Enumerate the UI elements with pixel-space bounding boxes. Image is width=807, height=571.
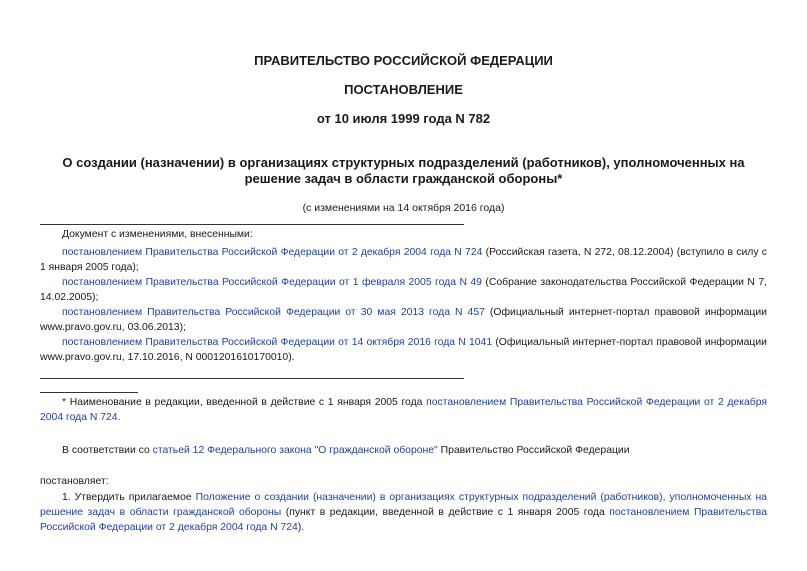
document-date-number: от 10 июля 1999 года N 782 xyxy=(316,111,491,126)
change-item-4 xyxy=(40,335,767,365)
change-link-3[interactable]: постановлением Правительства Российской Федерации от 30 мая 2013 года N 457 xyxy=(62,307,485,318)
change-link-4[interactable]: постановлением Правительства Российской Федерации от 14 октября 2016 года N 1041 xyxy=(62,337,493,348)
footnote-end: . xyxy=(117,412,121,423)
footnote-rule xyxy=(40,392,138,393)
federal-law-link[interactable]: статьей 12 Федерального закона "О гражданской обороне" xyxy=(152,445,438,456)
change-item-3 xyxy=(40,305,767,335)
clause-1-middle: (пункт в редакции, введенной в действие с 1 января 2005 года xyxy=(281,507,610,518)
change-item-1 xyxy=(40,245,767,275)
amendments-note: (с изменениями на 14 октября 2016 года) xyxy=(302,202,505,214)
preamble-prefix: В соответствии со xyxy=(62,445,153,456)
change-text-3: (Официальный интернет-портал правовой информации www.pravo.gov.ru, 03.06.2013); xyxy=(40,307,767,333)
document-type: ПОСТАНОВЛЕНИЕ xyxy=(344,82,463,97)
divider-bottom xyxy=(40,378,464,379)
footnote-text: * Наименование в редакции, введенной в действие с 1 января 2005 года xyxy=(62,397,427,408)
resolves-text: постановляет: xyxy=(40,476,109,487)
clause-1-end: ). xyxy=(297,522,305,533)
preamble-suffix: Правительство Российской Федерации xyxy=(437,445,630,456)
preamble xyxy=(40,443,767,458)
footnote-link[interactable]: постановлением Правительства Российской Федерации от 2 декабря 2004 года N 724 xyxy=(40,397,768,423)
regulation-link[interactable]: Положение о создании (назначении) в организациях структурных подразделений (работников), уполномоченных на решение задач в области гражданской обороны xyxy=(40,492,767,518)
clause-1-prefix: 1. Утвердить прилагаемое xyxy=(62,492,196,503)
change-link-1[interactable]: постановлением Правительства Российской Федерации от 2 декабря 2004 года N 724 xyxy=(62,247,483,258)
changes-intro xyxy=(40,227,767,242)
clause-1-amend-link[interactable]: постановлением Правительства Российской Федерации от 2 декабря 2004 года N 724 xyxy=(40,507,767,533)
document-title-line2: решение задач в области гражданской обороны* xyxy=(244,171,563,186)
change-item-2 xyxy=(40,275,767,305)
change-text-2: (Собрание законодательства Российской Федерации N 7, 14.02.2005); xyxy=(40,277,767,303)
government-name: ПРАВИТЕЛЬСТВО РОССИЙСКОЙ ФЕДЕРАЦИИ xyxy=(254,53,553,68)
footnote xyxy=(40,395,767,425)
divider-top xyxy=(40,224,464,225)
change-text-4: (Официальный интернет-портал правовой информации www.pravo.gov.ru, 17.10.2016, N 0001201610170010). xyxy=(40,337,767,363)
change-text-1: (Российская газета, N 272, 08.12.2004) (вступило в силу с 1 января 2005 года); xyxy=(40,247,768,273)
change-link-2[interactable]: постановлением Правительства Российской Федерации от 1 февраля 2005 года N 49 xyxy=(62,277,482,288)
document-title-line1: О создании (назначении) в организациях структурных подразделений (работников), уполномоченных на xyxy=(62,155,745,170)
document-title xyxy=(40,155,767,187)
clause-1 xyxy=(40,490,767,535)
changes-intro-text: Документ с изменениями, внесенными: xyxy=(62,229,253,240)
